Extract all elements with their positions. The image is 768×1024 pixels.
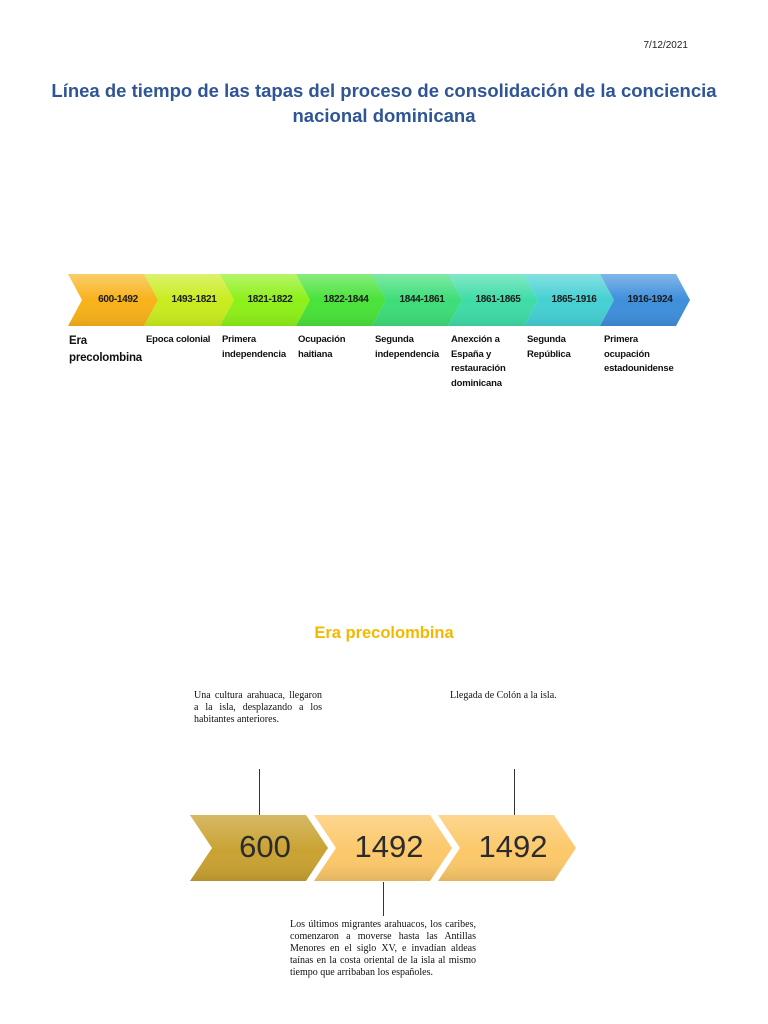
- period-label: Primera ocupación estadounidense: [604, 334, 674, 374]
- chevron-year: 1492: [478, 829, 548, 864]
- page-title: Línea de tiempo de las tapas del proceso de consolidación de la conciencia nacional dominicana: [51, 80, 717, 126]
- period-label: Anexción a España y restauración dominicana: [451, 334, 506, 389]
- period-years: 1844-1861: [399, 294, 445, 305]
- period-years: 1822-1844: [323, 294, 369, 305]
- section-title: Era precolombina: [314, 624, 454, 642]
- note-arahuaca: Una cultura arahuaca, llegaron a la isla, desplazando a los habitantes anteriores.: [194, 690, 322, 725]
- period-label: Segunda independencia: [375, 334, 439, 360]
- chevron-year: 600: [239, 829, 291, 864]
- chevron-year: 1492: [354, 829, 424, 864]
- connector-line: [259, 769, 260, 815]
- main-timeline: [68, 274, 700, 335]
- period-years: 600-1492: [98, 294, 138, 305]
- document-date: 7/12/2021: [643, 40, 688, 51]
- period-years: 1821-1822: [247, 294, 293, 305]
- period-years: 1865-1916: [551, 294, 597, 305]
- period-label: Epoca colonial: [146, 334, 211, 345]
- period-years: 1916-1924: [627, 294, 673, 305]
- period-label: Segunda República: [527, 334, 571, 360]
- precolombian-timeline: [190, 815, 582, 888]
- connector-line: [514, 769, 515, 815]
- period-label: Ocupación haitiana: [298, 334, 346, 360]
- period-label: Era precolombina: [69, 335, 143, 364]
- period-years: 1493-1821: [171, 294, 217, 305]
- note-caribes: Los últimos migrantes arahuacos, los caribes, comenzaron a moverse hasta las Antillas Menores en el siglo XV, e invadían aldeas taínas en la costa oriental de la isla al mismo tiempo que arribaban los españoles.: [290, 919, 476, 978]
- note-colon: Llegada de Colón a la isla.: [450, 690, 557, 701]
- period-years: 1861-1865: [475, 294, 521, 305]
- period-label: Primera independencia: [222, 334, 286, 360]
